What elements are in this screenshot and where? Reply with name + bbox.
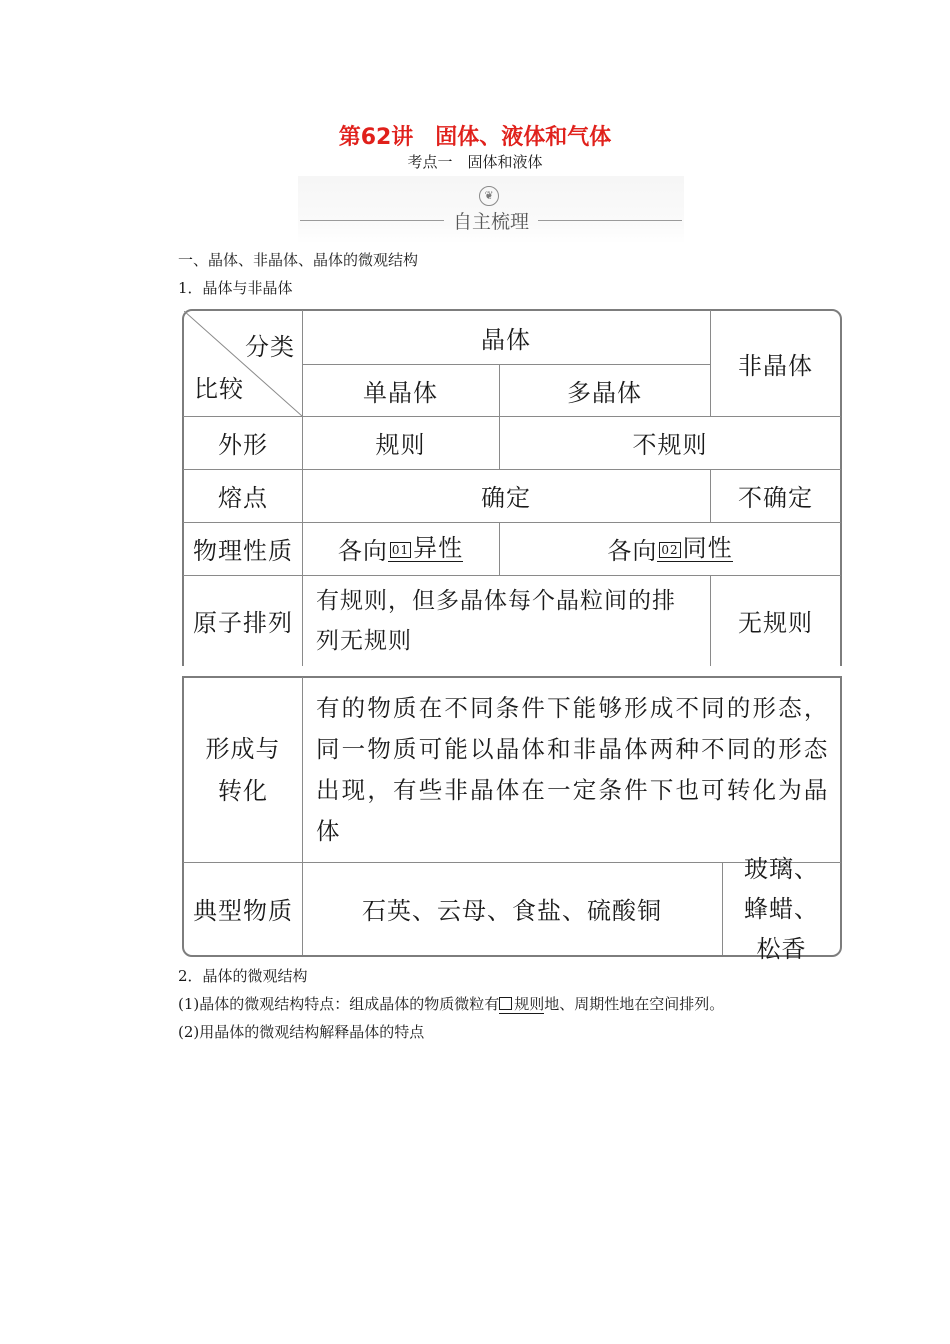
blank-answer-03: 规则 [514, 995, 545, 1013]
atoms-crystal: 有规则，但多晶体每个晶粒间的排列无规则 [316, 587, 676, 654]
melting-crystal: 确定 [481, 484, 531, 512]
leaf-icon: ❦ [479, 186, 499, 206]
subsection-heading-2: 2．晶体的微观结构 [178, 967, 308, 985]
blank-number-01: 01 [391, 542, 410, 557]
row-label-atoms: 原子排列 [193, 609, 293, 637]
shape-single: 规则 [375, 431, 426, 459]
blank-number-02: 02 [661, 542, 679, 557]
single-crystal-header: 单晶体 [363, 378, 438, 407]
subsection-heading-1: 1．晶体与非晶体 [178, 279, 293, 297]
melting-amorphous: 不确定 [738, 484, 813, 512]
section-heading-1: 一、晶体、非晶体、晶体的微观结构 [178, 251, 419, 269]
row-label-melting: 熔点 [218, 484, 268, 512]
row-label-typical: 典型物质 [193, 897, 293, 925]
physical-rest-prefix: 各向 [607, 537, 658, 565]
blank-number-box [499, 997, 512, 1010]
row-label-transform: 形成与转化 [205, 734, 281, 805]
corner-category-label: 分类 [245, 332, 295, 361]
crystal-header: 晶体 [481, 325, 531, 354]
typical-crystal: 石英、云母、食盐、硫酸铜 [362, 897, 662, 925]
typical-amorphous: 玻璃、蜂蜡、松香 [744, 854, 819, 963]
item1-prefix: (1)晶体的微观结构特点：组成晶体的物质微粒有 [178, 995, 500, 1013]
atoms-amorphous: 无规则 [738, 609, 813, 637]
section-banner [298, 176, 684, 244]
blank-answer-01: 异性 [413, 533, 464, 562]
lecture-title: 第62讲 固体、液体和气体 [338, 125, 612, 150]
row-label-physical: 物理性质 [193, 537, 293, 565]
transform-content: 有的物质在不同条件下能够形成不同的形态，同一物质可能以晶体和非晶体两种不同的形态出现，有些非晶体在一定条件下也可转化为晶体 [316, 693, 829, 845]
banner-rule-right [538, 220, 682, 221]
physical-rest [499, 522, 841, 575]
amorphous-header: 非晶体 [738, 351, 813, 380]
item1-suffix: 地、周期性地在空间排列。 [544, 995, 725, 1013]
banner-rule-left [300, 220, 444, 221]
blank-01 [388, 535, 463, 562]
banner-label: 自主梳理 [452, 211, 529, 233]
polycrystal-header: 多晶体 [567, 378, 642, 407]
corner-compare-label: 比较 [194, 374, 244, 403]
paragraph-item-1 [178, 993, 724, 1014]
physical-single [302, 522, 499, 575]
table-split-gap [182, 666, 842, 676]
topic-subtitle: 考点一 固体和液体 [407, 153, 543, 171]
blank-03 [499, 996, 544, 1014]
physical-single-prefix: 各向 [337, 537, 388, 565]
paragraph-item-2: (2)用晶体的微观结构解释晶体的特点 [178, 1023, 425, 1041]
row-label-shape: 外形 [218, 431, 268, 459]
blank-answer-02: 同性 [682, 533, 733, 562]
shape-rest: 不规则 [632, 431, 708, 459]
blank-02 [657, 535, 732, 562]
